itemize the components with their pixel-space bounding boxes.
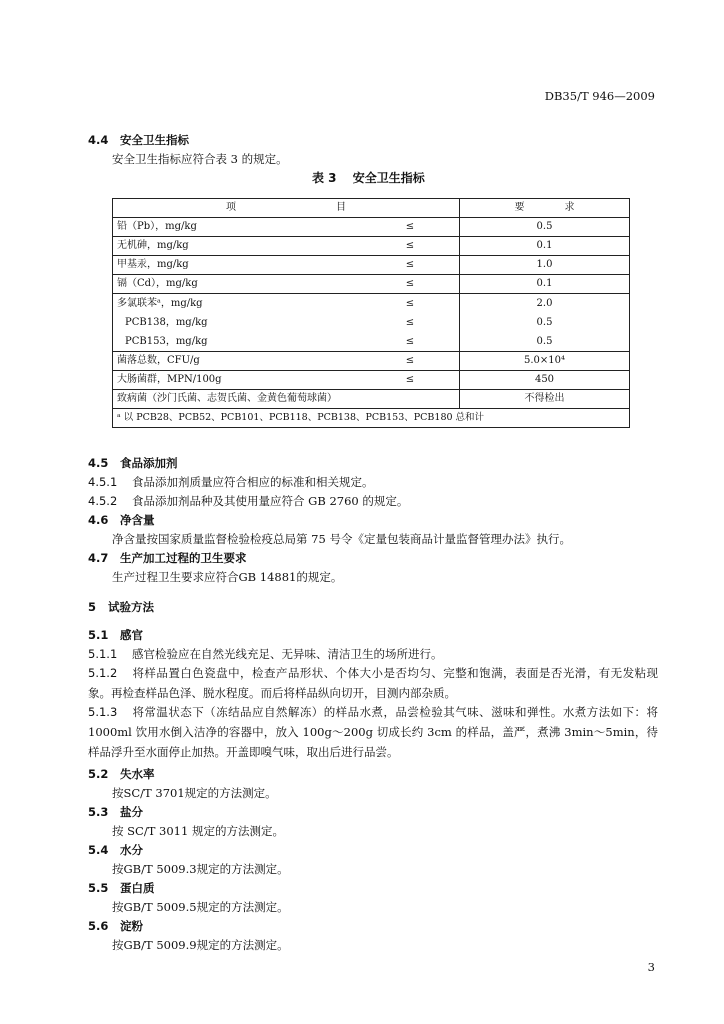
pcb-op: ≤ [405,317,415,328]
row-operator: ≤ [361,256,460,275]
section-text: 感官检验应在自然光线充足、无异味、清洁卫生的场所进行。 [132,647,443,661]
pcb-req: 0.5 [536,336,553,347]
safety-table [112,198,630,428]
row-item: 大肠菌群，MPN/100g [113,371,362,390]
pcb-item-153: PCB153，mg/kg [125,336,208,347]
section-title: 失水率 [120,767,155,781]
pcb-items [113,294,362,352]
section-title: 淀粉 [120,919,143,933]
row-operator: ≤ [361,218,460,237]
table-row [113,390,630,409]
section-number: 4.5.1 [88,475,118,489]
section-number: 5.5 [88,881,109,895]
section-number: 5.1.3 [88,705,118,719]
row-operator: ≤ [361,275,460,294]
section-number: 5.1.2 [88,666,118,680]
row-item: 甲基汞，mg/kg [113,256,362,275]
table-row [113,371,630,390]
section-title: 水分 [120,843,143,857]
pcb-op: ≤ [405,298,415,309]
heading-4-6 [88,511,155,529]
section-text: 将样品置白色瓷盘中，检查产品形状、个体大小是否均匀、完整和饱满，表面是否光滑，有无发粘现象。再检查样品色泽、脱水程度。而后将样品纵向切开，目测内部杂质。 [88,666,658,700]
heading-5-4 [88,841,143,859]
section-number: 4.5 [88,456,109,470]
section-title: 食品添加剂 [120,456,178,470]
row-item: 无机砷，mg/kg [113,237,362,256]
heading-5-6 [88,917,143,935]
section-title: 蛋白质 [120,881,155,895]
table-row [113,352,630,371]
heading-5-1 [88,626,143,644]
row-requirement: 0.1 [460,275,630,294]
section-number: 5.2 [88,767,109,781]
paragraph-5-1-1 [88,645,443,663]
row-item: 铅（Pb），mg/kg [113,218,362,237]
row-requirement: 5.0×10⁴ [460,352,630,371]
table-row [113,218,630,237]
row-operator: ≤ [361,352,460,371]
page-number: 3 [647,960,655,974]
paragraph-5-3: 按 SC/T 3011 规定的方法测定。 [112,824,284,838]
heading-4-5 [88,454,178,472]
table-row [113,275,630,294]
pcb-requirements [460,294,630,352]
section-text: 食品添加剂品种及其使用量应符合 GB 2760 的规定。 [132,494,409,508]
paragraph-4-6: 净含量按国家质量监督检验检疫总局第 75 号令《定量包装商品计量监督管理办法》执行。 [112,532,571,546]
pcb-item-138: PCB138，mg/kg [125,317,208,328]
section-title: 盐分 [120,805,143,819]
row-operator: ≤ [361,237,460,256]
paragraph-4-4: 安全卫生指标应符合表 3 的规定。 [112,152,288,166]
heading-5-5 [88,879,155,897]
row-requirement: 0.1 [460,237,630,256]
paragraph-4-5-1 [88,473,374,491]
section-number: 5.1.1 [88,647,118,661]
pcb-req: 0.5 [536,317,553,328]
table-row [113,237,630,256]
header-item: 项 目 [113,199,460,218]
section-title: 安全卫生指标 [120,133,189,147]
document-code: DB35/T 946—2009 [544,89,655,103]
heading-5-2 [88,765,155,783]
paragraph-5-1-3 [88,702,658,762]
section-number: 4.7 [88,551,109,565]
heading-5 [88,598,154,616]
row-requirement: 0.5 [460,218,630,237]
header-requirement: 要 求 [460,199,630,218]
pcb-op: ≤ [405,336,415,347]
table-header-row [113,199,630,218]
section-number: 5 [88,600,97,614]
section-number: 4.6 [88,513,109,527]
row-item: 镉（Cd），mg/kg [113,275,362,294]
paragraph-5-6: 按GB/T 5009.9规定的方法测定。 [112,938,289,952]
section-number: 4.5.2 [88,494,118,508]
row-item-pathogen: 致病菌（沙门氏菌、志贺氏菌、金黄色葡萄球菌） [113,390,460,409]
section-number: 5.4 [88,843,109,857]
heading-5-3 [88,803,143,821]
section-title: 试验方法 [108,600,154,614]
row-operator: ≤ [361,371,460,390]
paragraph-5-4: 按GB/T 5009.3规定的方法测定。 [112,862,289,876]
pcb-operators [361,294,460,352]
pcb-req: 2.0 [536,298,553,309]
section-text: 食品添加剂质量应符合相应的标准和相关规定。 [132,475,374,489]
table-footnote: ᵃ 以 PCB28、PCB52、PCB101、PCB118、PCB138、PCB153、PCB180 总和计 [113,409,630,428]
row-requirement: 450 [460,371,630,390]
table-row-pcb [113,294,630,352]
paragraph-5-2: 按SC/T 3701规定的方法测定。 [112,786,277,800]
table-note-row [113,409,630,428]
section-text: 将常温状态下（冻结品应自然解冻）的样品水煮，品尝检验其气味、滋味和弹性。水煮方法如下：将 1000ml 饮用水倒入洁净的容器中，放入 100g～200g 切成长约 3cm 的样品，盖严，煮沸 3min～5min，待样品浮升至水面停止加热。开盖即嗅气味，取出后进行品尝。 [88,705,658,759]
paragraph-4-7: 生产过程卫生要求应符合GB 14881的规定。 [112,570,343,584]
table-caption: 表 3 安全卫生指标 [312,171,425,185]
section-number: 5.6 [88,919,109,933]
section-number: 5.1 [88,628,109,642]
section-number: 4.4 [88,133,109,147]
heading-4-4 [88,131,189,149]
section-number: 5.3 [88,805,109,819]
row-requirement: 1.0 [460,256,630,275]
section-title: 净含量 [120,513,155,527]
row-requirement: 不得检出 [460,390,630,409]
section-title: 生产加工过程的卫生要求 [120,551,247,565]
table-row [113,256,630,275]
pcb-item-total: 多氯联苯ᵃ，mg/kg [117,298,203,309]
paragraph-5-5: 按GB/T 5009.5规定的方法测定。 [112,900,289,914]
heading-4-7 [88,549,247,567]
paragraph-4-5-2 [88,492,408,510]
paragraph-5-1-2 [88,663,658,703]
section-title: 感官 [120,628,143,642]
row-item: 菌落总数，CFU/g [113,352,362,371]
